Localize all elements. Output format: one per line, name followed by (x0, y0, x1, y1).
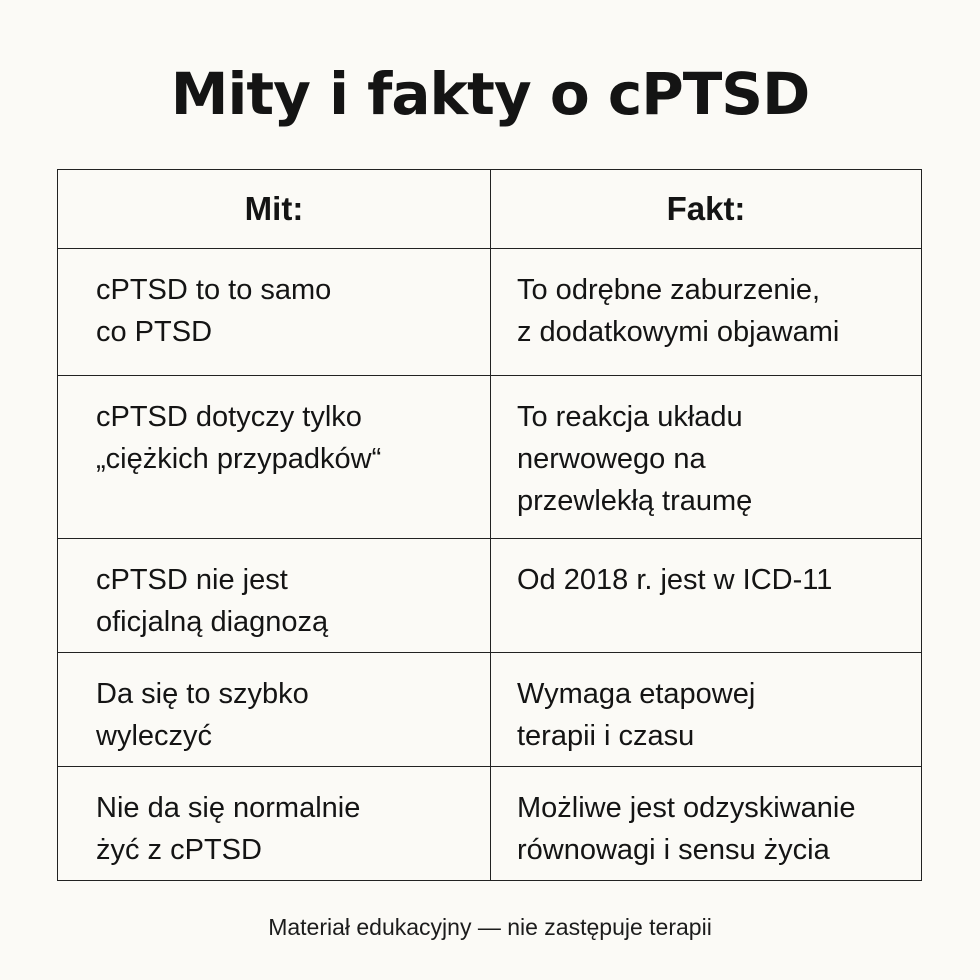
fact-text: nerwowego na (517, 443, 706, 475)
table-row (58, 539, 922, 653)
fact-text: To reakcja układu (517, 401, 743, 433)
fact-text: To odrębne zaburzenie, (517, 274, 821, 306)
myth-cell (58, 376, 491, 539)
myth-text: Da się to szybko (96, 678, 309, 710)
myth-cell (58, 653, 491, 767)
fact-text: Od 2018 r. jest w ICD-11 (517, 564, 833, 596)
myth-text: cPTSD dotyczy tylko (96, 401, 362, 433)
fact-text: równowagi i sensu życia (517, 834, 830, 866)
table-row (58, 249, 922, 376)
fact-text: z dodatkowymi objawami (517, 316, 840, 348)
table-row (58, 376, 922, 539)
myth-column-header: Mit: (58, 170, 491, 249)
myths-facts-table-container (57, 169, 921, 881)
myth-cell (58, 539, 491, 653)
myth-text: wyleczyć (96, 720, 213, 752)
myth-text: cPTSD to to samo (96, 274, 332, 306)
myth-text: Nie da się normalnie (96, 792, 361, 824)
disclaimer-footer: Materiał edukacyjny — nie zastępuje terapii (268, 914, 712, 940)
myth-text: oficjalną diagnozą (96, 606, 329, 638)
myths-facts-table (57, 169, 922, 881)
fact-text: Wymaga etapowej (517, 678, 756, 710)
table-header-row (58, 170, 922, 249)
fact-column-header: Fakt: (491, 170, 922, 249)
myth-text: co PTSD (96, 316, 213, 348)
fact-text: Możliwe jest odzyskiwanie (517, 792, 856, 824)
table-row (58, 767, 922, 881)
fact-cell (491, 249, 922, 376)
myth-text: „ciężkich przypadków“ (96, 443, 382, 475)
table-row (58, 653, 922, 767)
fact-cell (491, 539, 922, 653)
myth-cell (58, 767, 491, 881)
fact-cell (491, 767, 922, 881)
page-title: Mity i fakty o cPTSD (170, 60, 810, 128)
myth-text: cPTSD nie jest (96, 564, 288, 596)
fact-text: terapii i czasu (517, 720, 695, 752)
myth-cell (58, 249, 491, 376)
fact-text: przewlekłą traumę (517, 485, 753, 517)
fact-cell (491, 653, 922, 767)
fact-cell (491, 376, 922, 539)
myth-text: żyć z cPTSD (96, 834, 262, 866)
